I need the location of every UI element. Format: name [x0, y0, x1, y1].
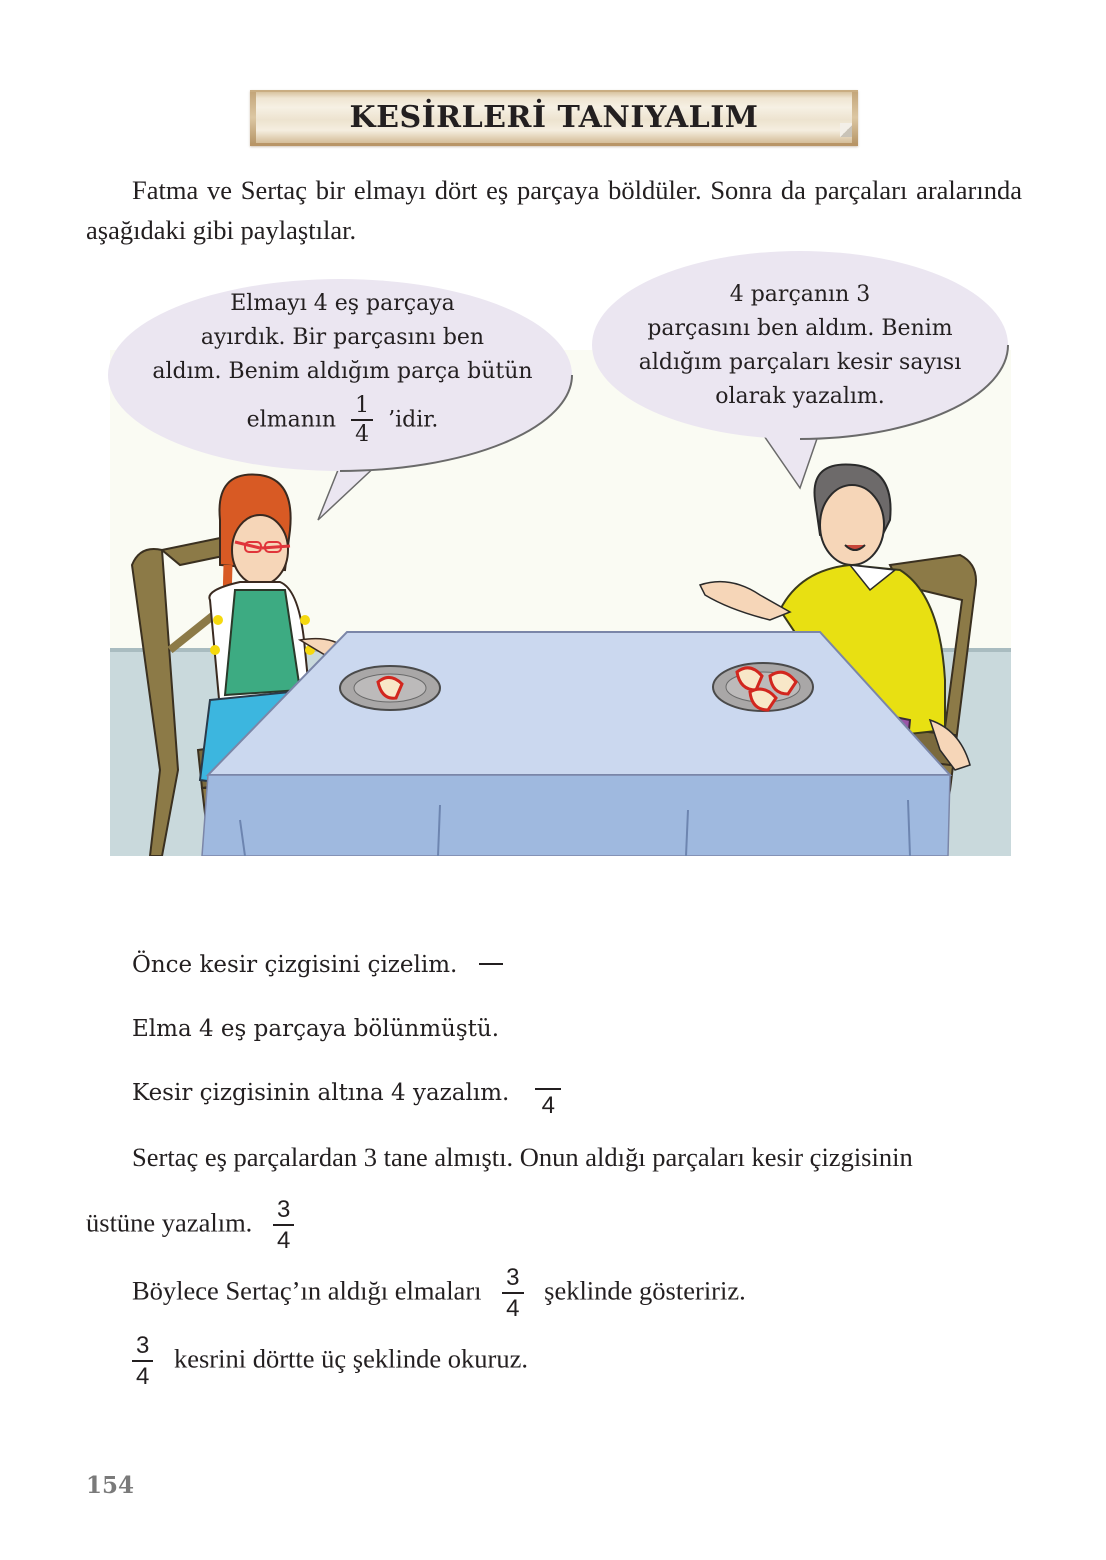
- step-denominator: Kesir çizgisinin altına 4 yazalım. 4: [132, 1080, 561, 1118]
- fraction-three-quarters: $\frac{3}{4}$: [132, 1334, 153, 1389]
- step-divided: Elma 4 eş parçaya bölünmüştü.: [132, 1016, 500, 1042]
- tablecloth: [202, 775, 950, 856]
- bubble-left-last-line: elmanın $\frac{1}{4}$ ’idir.: [246, 393, 439, 447]
- page-number: 154: [86, 1472, 135, 1499]
- right-plate: [713, 663, 813, 711]
- bubble-right-line: 4 parçanın 3: [729, 282, 871, 307]
- bubble-left-line: Elmayı 4 eş parçaya: [230, 291, 455, 316]
- fraction-bar-example: [479, 963, 503, 965]
- step-numerator-line1: Sertaç eş parçalardan 3 tane almıştı. Onun aldığı parçaları kesir çizgisinin: [132, 1142, 913, 1172]
- bubble-left-line: aldım. Benim aldığım parça bütün: [152, 359, 533, 384]
- bubble-right-line: aldığım parçaları kesir sayısı: [638, 350, 962, 375]
- bubble-left-line: ayırdık. Bir parçasını ben: [200, 325, 485, 350]
- step-draw-line: Önce kesir çizgisini çizelim.: [132, 952, 503, 978]
- intro-text: Fatma ve Sertaç bir elmayı dört eş parçaya böldüler. Sonra da parçaları aralarında aşağıdaki gibi paylaştılar.: [86, 175, 1022, 245]
- step-show: Böylece Sertaç’ın aldığı elmaları $\frac{3}{4}$ şeklinde gösteririz.: [132, 1264, 746, 1322]
- fraction-denominator-example: 4: [535, 1080, 561, 1118]
- fraction-one-quarter: $\frac{1}{4}$: [351, 395, 373, 446]
- bubble-right-line: parçasını ben aldım. Benim: [647, 316, 953, 341]
- bubble-left-text: [120, 287, 565, 446]
- step-read: $\frac{3}{4}$ kesrini dörtte üç şeklinde okuruz.: [132, 1334, 528, 1389]
- fraction-three-quarters: $\frac{3}{4}$: [273, 1198, 294, 1253]
- left-plate: [340, 666, 440, 710]
- bubble-right-line: olarak yazalım.: [715, 384, 885, 409]
- page-title: KESİRLERİ TANIYALIM: [349, 100, 759, 135]
- bubble-right-text: [600, 278, 1000, 414]
- step-numerator-line2: üstüne yazalım. $\frac{3}{4}$: [86, 1198, 302, 1253]
- fraction-three-quarters: $\frac{3}{4}$: [502, 1266, 523, 1321]
